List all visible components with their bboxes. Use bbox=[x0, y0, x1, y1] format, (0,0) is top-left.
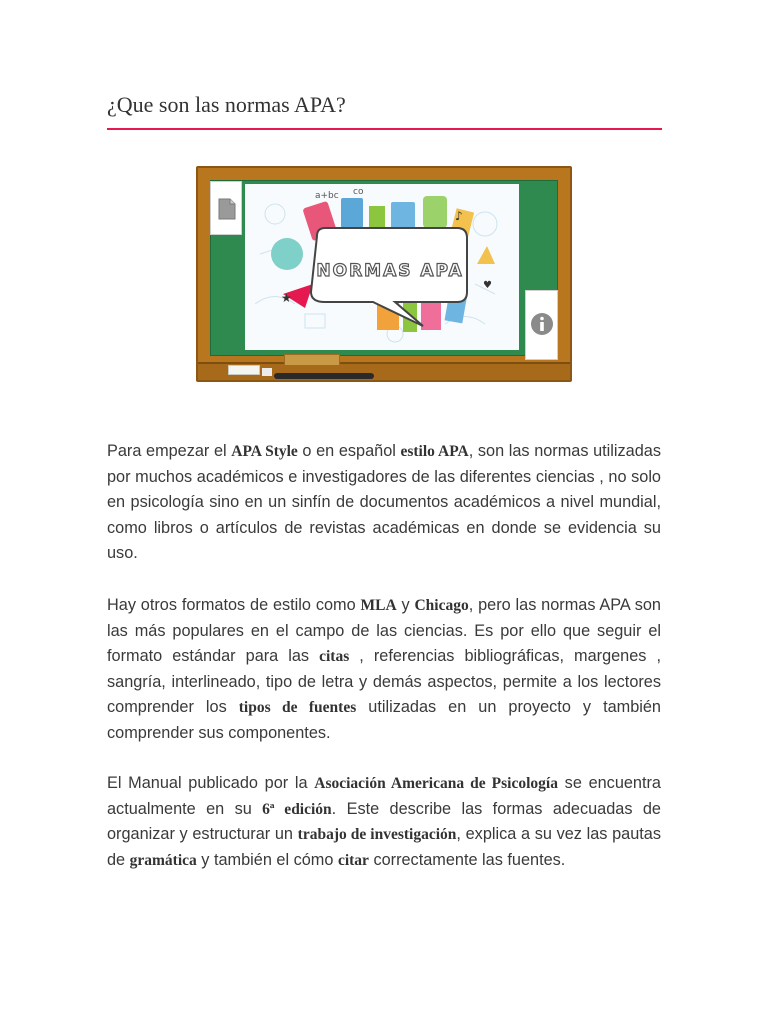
bold-term: tipos de fuentes bbox=[238, 699, 357, 716]
doodle-label: a+bc bbox=[315, 191, 339, 201]
chalkboard-ledge bbox=[198, 362, 570, 380]
paragraph-1 bbox=[107, 439, 661, 567]
text-run: utilizadas en un proyecto y también comprender sus componentes. bbox=[107, 698, 661, 742]
bubble-text: NORMAS APA bbox=[316, 261, 464, 281]
text-run: . Este describe las formas adecuadas de organizar y estructurar un bbox=[107, 799, 661, 843]
paragraph-text bbox=[107, 439, 661, 567]
paragraph-text bbox=[107, 593, 661, 746]
bold-term: Chicago bbox=[414, 597, 469, 614]
text-run: , referencias bibliográficas, margenes , sangría, interlineado, tipo de letra y demás aspectos, permite a los lectores comprender los bbox=[107, 647, 661, 716]
chalk-piece bbox=[262, 368, 272, 376]
paragraph-text bbox=[107, 771, 661, 873]
text-run: y también el cómo bbox=[196, 850, 338, 869]
text-run: , son las normas utilizadas por muchos académicos e investigadores de las diferentes ciencias , no solo en psicología sino en un sinfín de documentos académicos a nivel mundial, como libros o artículos de revistas académicas en donde se evidencia su uso. bbox=[107, 442, 661, 562]
svg-text:♥: ♥ bbox=[483, 280, 492, 291]
normas-apa-illustration bbox=[245, 184, 519, 350]
text-run: Para empezar el bbox=[107, 442, 232, 460]
text-run: y bbox=[396, 596, 415, 614]
bold-term: MLA bbox=[360, 597, 397, 614]
text-run: se encuentra actualmente en su bbox=[107, 774, 661, 818]
text-run: correctamente las fuentes. bbox=[368, 850, 566, 869]
document-tab[interactable] bbox=[210, 181, 242, 235]
document-icon bbox=[218, 198, 236, 220]
chalk-tray-shadow bbox=[274, 373, 374, 379]
text-run: Hay otros formatos de estilo como bbox=[107, 596, 361, 614]
paragraph-2 bbox=[107, 593, 661, 746]
text-run: , pero las normas APA son las más populares en el campo de las ciencias. Es por ello que seguir el formato estándar para las bbox=[107, 596, 661, 665]
bold-term: gramática bbox=[129, 851, 197, 869]
text-run: El Manual publicado por la bbox=[107, 774, 315, 792]
bold-term: estilo APA bbox=[400, 443, 469, 460]
board-eraser bbox=[284, 354, 340, 366]
svg-text:♪: ♪ bbox=[455, 209, 463, 223]
text-run: , explica a su vez las pautas de bbox=[107, 825, 661, 869]
bold-term: citas bbox=[319, 648, 350, 665]
text-run: o en español bbox=[297, 442, 401, 460]
svg-text:★: ★ bbox=[281, 291, 292, 305]
bold-term: Asociación Americana de Psicología bbox=[314, 775, 558, 792]
bold-term: citar bbox=[337, 851, 369, 869]
info-icon bbox=[530, 312, 554, 336]
page-title: ¿Que son las normas APA? bbox=[107, 92, 346, 117]
bold-term: 6ª edición bbox=[262, 800, 332, 818]
title-divider bbox=[107, 128, 662, 130]
info-tab[interactable] bbox=[525, 290, 558, 360]
paragraph-3 bbox=[107, 771, 661, 873]
bold-term: trabajo de investigación bbox=[297, 826, 457, 843]
doodle-label: co bbox=[353, 187, 364, 197]
bold-term: APA Style bbox=[231, 443, 298, 460]
chalk-piece bbox=[228, 365, 260, 375]
